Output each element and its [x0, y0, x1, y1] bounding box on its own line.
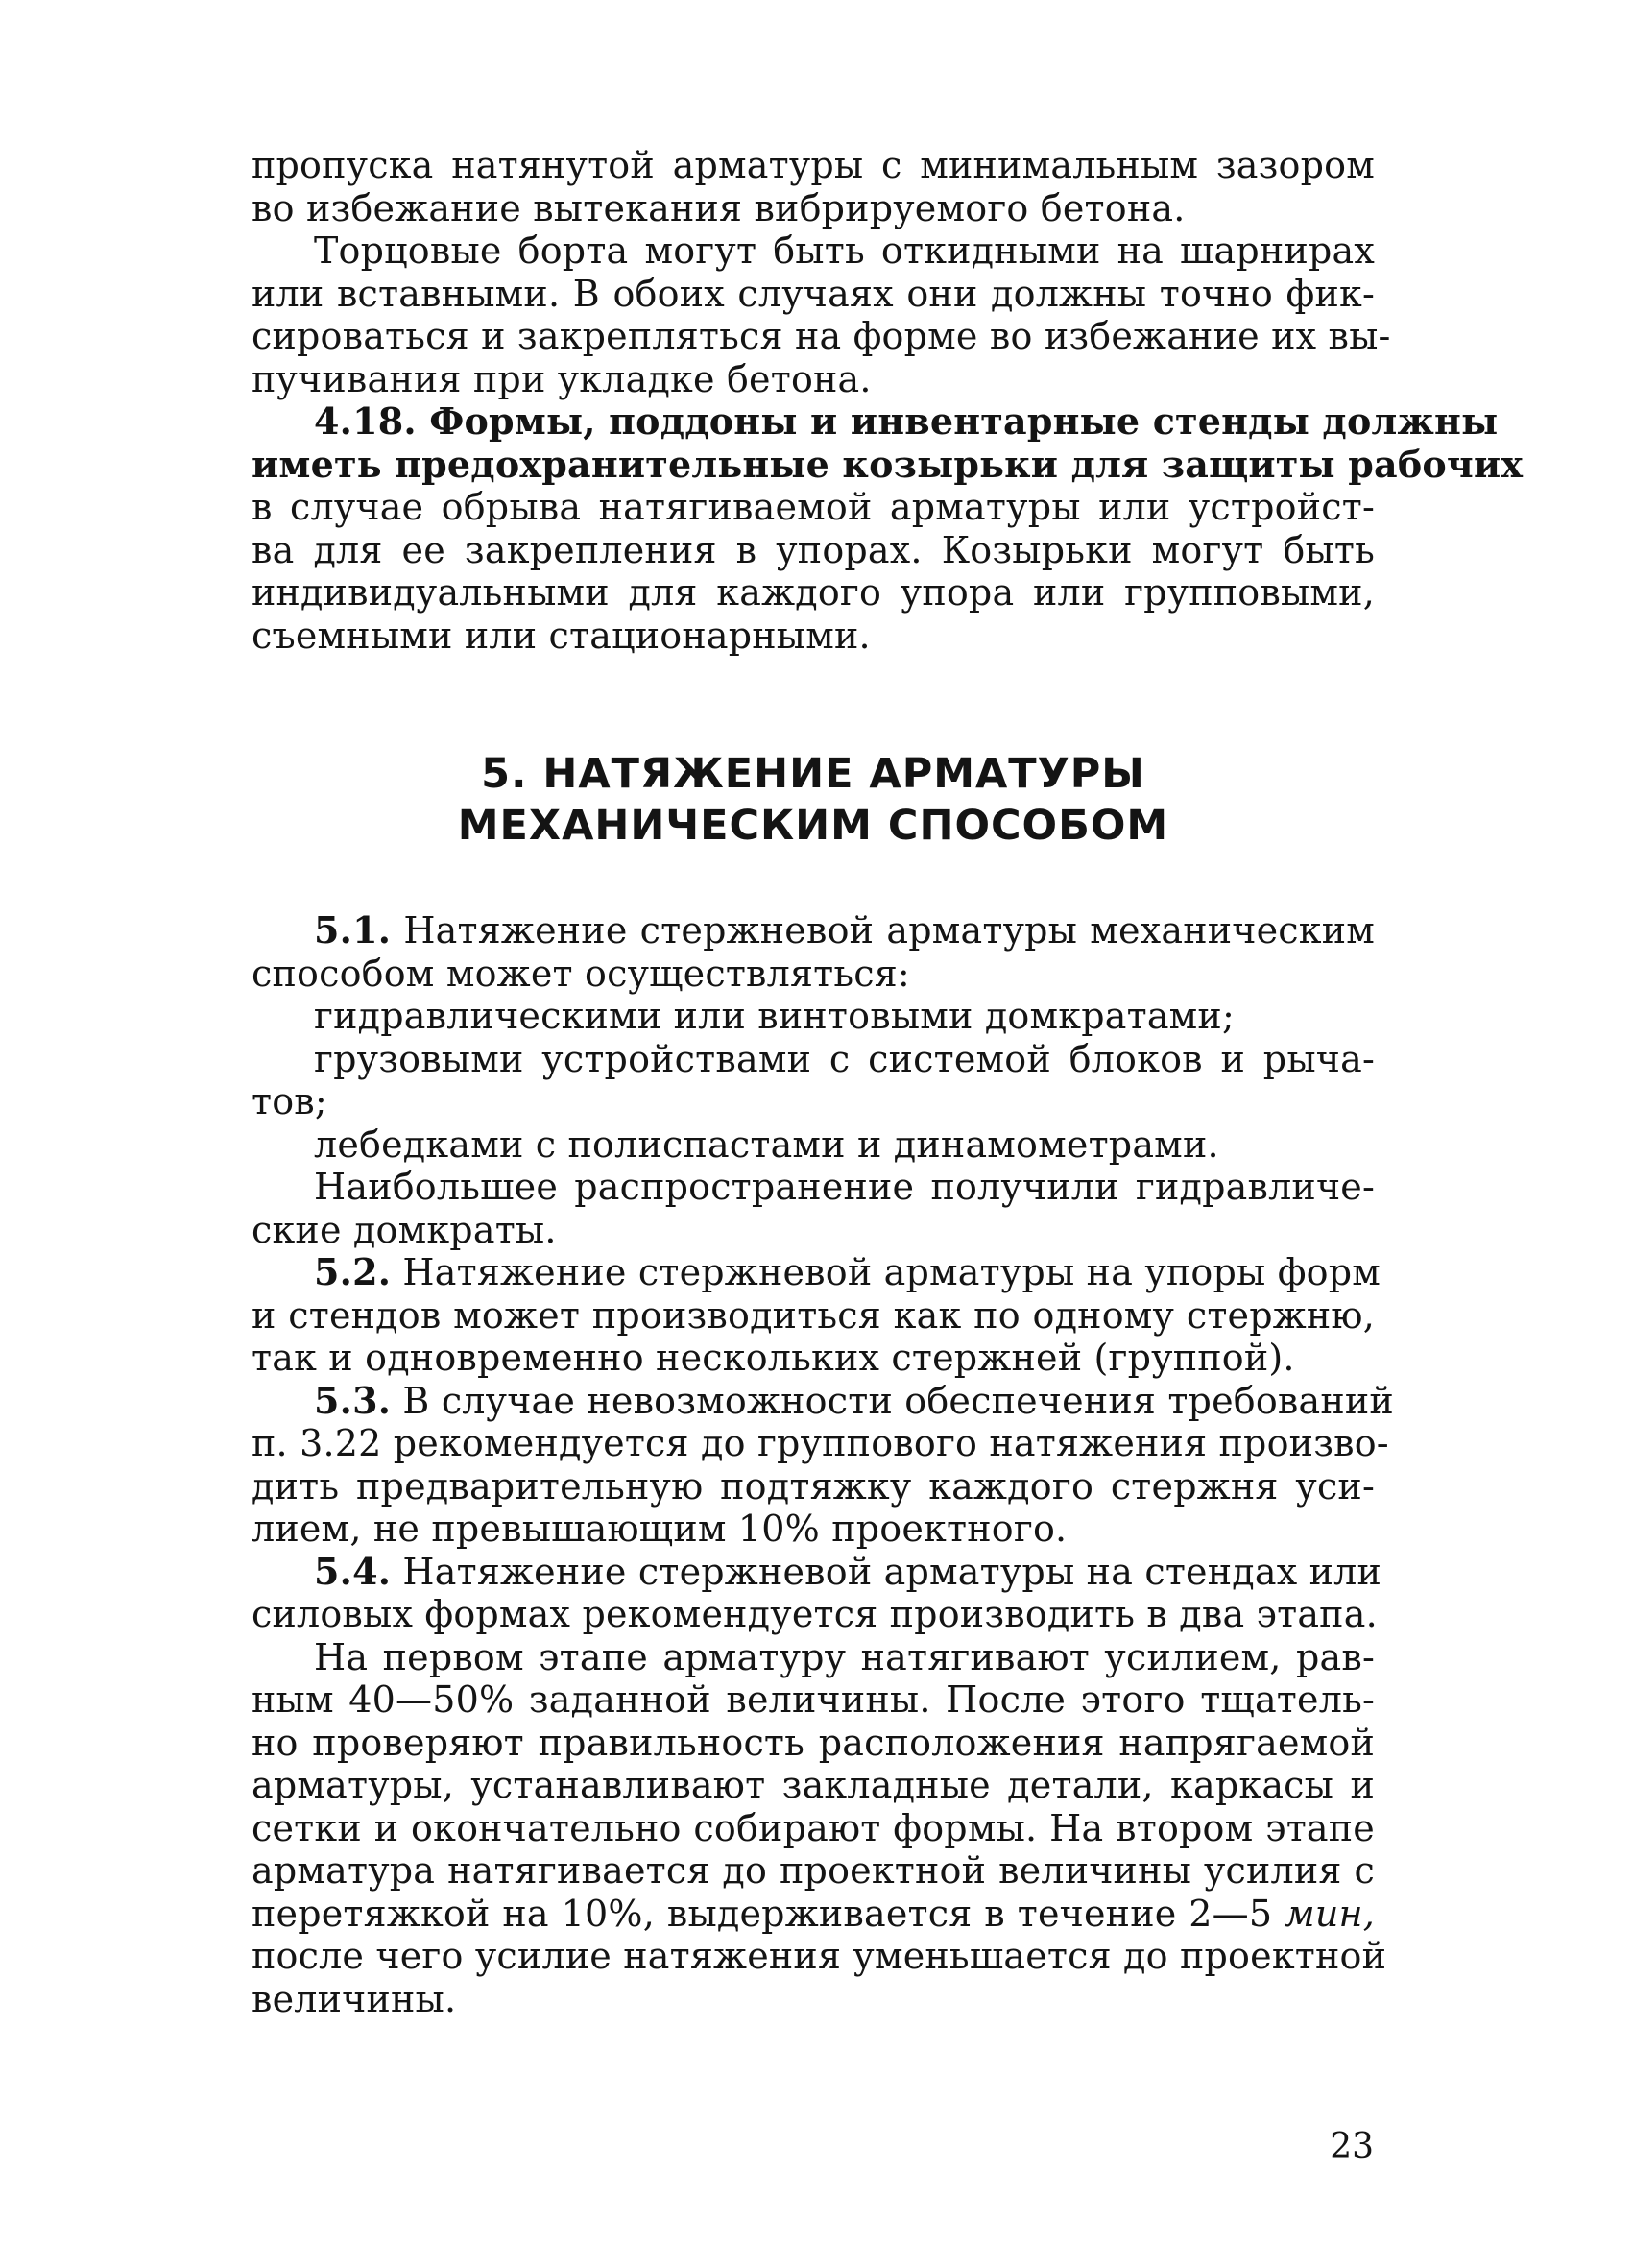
- text-span: В случае невозможности обеспечения требований: [402, 1379, 1394, 1422]
- text-line: так и одновременно нескольких стержней (группой).: [252, 1337, 1295, 1379]
- list-item: тов;: [252, 1080, 327, 1122]
- paragraph-continuation: [252, 144, 1375, 229]
- page-body: [252, 144, 1524, 2020]
- text-line: ские домкраты.: [252, 1208, 557, 1251]
- paragraph-stages: [252, 1635, 1387, 2021]
- text-line: пропуска натянутой арматуры с минимальным зазором: [252, 144, 1375, 186]
- text-line: [252, 1378, 1394, 1423]
- text-line: дить предварительную подтяжку каждого стержня уси-: [252, 1464, 1375, 1508]
- section-heading: [252, 748, 1375, 852]
- clause-number: 5.2.: [314, 1250, 392, 1293]
- text-span: Натяжение стержневой арматуры механическим: [403, 909, 1375, 952]
- paragraph-4-18: [252, 399, 1524, 657]
- text-line: сироваться и закрепляться на форме во избежание их вы-: [252, 315, 1391, 357]
- text-line: ным 40—50% заданной величины. После этого тщатель-: [252, 1678, 1375, 1721]
- page-number: 23: [1330, 2127, 1374, 2166]
- text-line: и стендов может производиться как по одному стержню,: [252, 1293, 1375, 1337]
- text-line: съемными или стационарными.: [252, 614, 871, 657]
- text-span: Натяжение стержневой арматуры на стендах или: [402, 1550, 1382, 1593]
- text-line: арматуры, устанавливают закладные детали, каркасы и: [252, 1764, 1375, 1806]
- clause-number: 5.1.: [314, 908, 392, 952]
- text-line: величины.: [252, 1977, 457, 2020]
- section-heading-line: 5. НАТЯЖЕНИЕ АРМАТУРЫ: [481, 750, 1145, 798]
- text-line: индивидуальными для каждого упора или групповыми,: [252, 571, 1375, 614]
- text-line: в случае обрыва натягиваемой арматуры или устройст-: [252, 486, 1375, 528]
- text-line: но проверяют правильность расположения напрягаемой: [252, 1721, 1375, 1764]
- paragraph-end-boards: [252, 229, 1391, 400]
- clause-number: 5.4.: [314, 1549, 392, 1593]
- text-line: [252, 909, 1375, 953]
- text-line: Торцовые борта могут быть откидными на шарнирах: [314, 229, 1375, 272]
- text-line: или вставными. В обоих случаях они должны точно фик-: [252, 272, 1375, 315]
- text-line: п. 3.22 рекомендуется до группового натяжения произво-: [252, 1422, 1389, 1464]
- text-line: силовых формах рекомендуется производить в два этапа.: [252, 1593, 1378, 1635]
- text-line: [252, 1893, 1375, 1936]
- clause-number: 4.18.: [314, 399, 417, 443]
- text-line: ва для ее закрепления в упорах. Козырьки могут быть: [252, 528, 1375, 571]
- text-span: Формы, поддоны и инвентарные стенды должны: [429, 399, 1499, 443]
- unit-minutes: мин,: [1285, 1892, 1375, 1935]
- text-line: сетки и окончательно собирают формы. На втором этапе: [252, 1806, 1375, 1849]
- text-span: Натяжение стержневой арматуры на упоры форм: [402, 1251, 1381, 1293]
- paragraph-5-4: [252, 1549, 1382, 1636]
- text-line: во избежание вытекания вибрируемого бетона.: [252, 186, 1186, 229]
- paragraph-5-2: [252, 1250, 1381, 1380]
- text-line: Наибольшее распространение получили гидравличе-: [314, 1166, 1375, 1208]
- text-line: иметь предохранительные козырьки для защиты рабочих: [252, 442, 1524, 486]
- text-line: арматура натягивается до проектной величины усилия с: [252, 1849, 1375, 1892]
- clause-number: 5.3.: [314, 1378, 392, 1422]
- text-line: пучивания при укладке бетона.: [252, 357, 872, 400]
- text-line: [252, 1250, 1381, 1294]
- text-line: после чего усилие натяжения уменьшается до проектной: [252, 1935, 1387, 1977]
- paragraph-5-1: [252, 909, 1375, 1251]
- text-line: На первом этапе арматуру натягивают усилием, рав-: [314, 1635, 1375, 1678]
- list-item: гидравлическими или винтовыми домкратами;: [314, 995, 1235, 1037]
- section-heading-line: МЕХАНИЧЕСКИМ СПОСОБОМ: [457, 802, 1169, 850]
- paragraph-5-3: [252, 1378, 1394, 1551]
- text-line: [252, 1549, 1382, 1594]
- text-span: перетяжкой на 10%, выдерживается в течение 2—5: [252, 1892, 1273, 1935]
- text-line: способом может осуществляться:: [252, 952, 910, 995]
- list-item: лебедками с полиспастами и динамометрами.: [314, 1122, 1219, 1166]
- text-line: [252, 399, 1499, 444]
- list-item: грузовыми устройствами с системой блоков и рыча-: [314, 1037, 1375, 1080]
- text-line: лием, не превышающим 10% проектного.: [252, 1508, 1068, 1550]
